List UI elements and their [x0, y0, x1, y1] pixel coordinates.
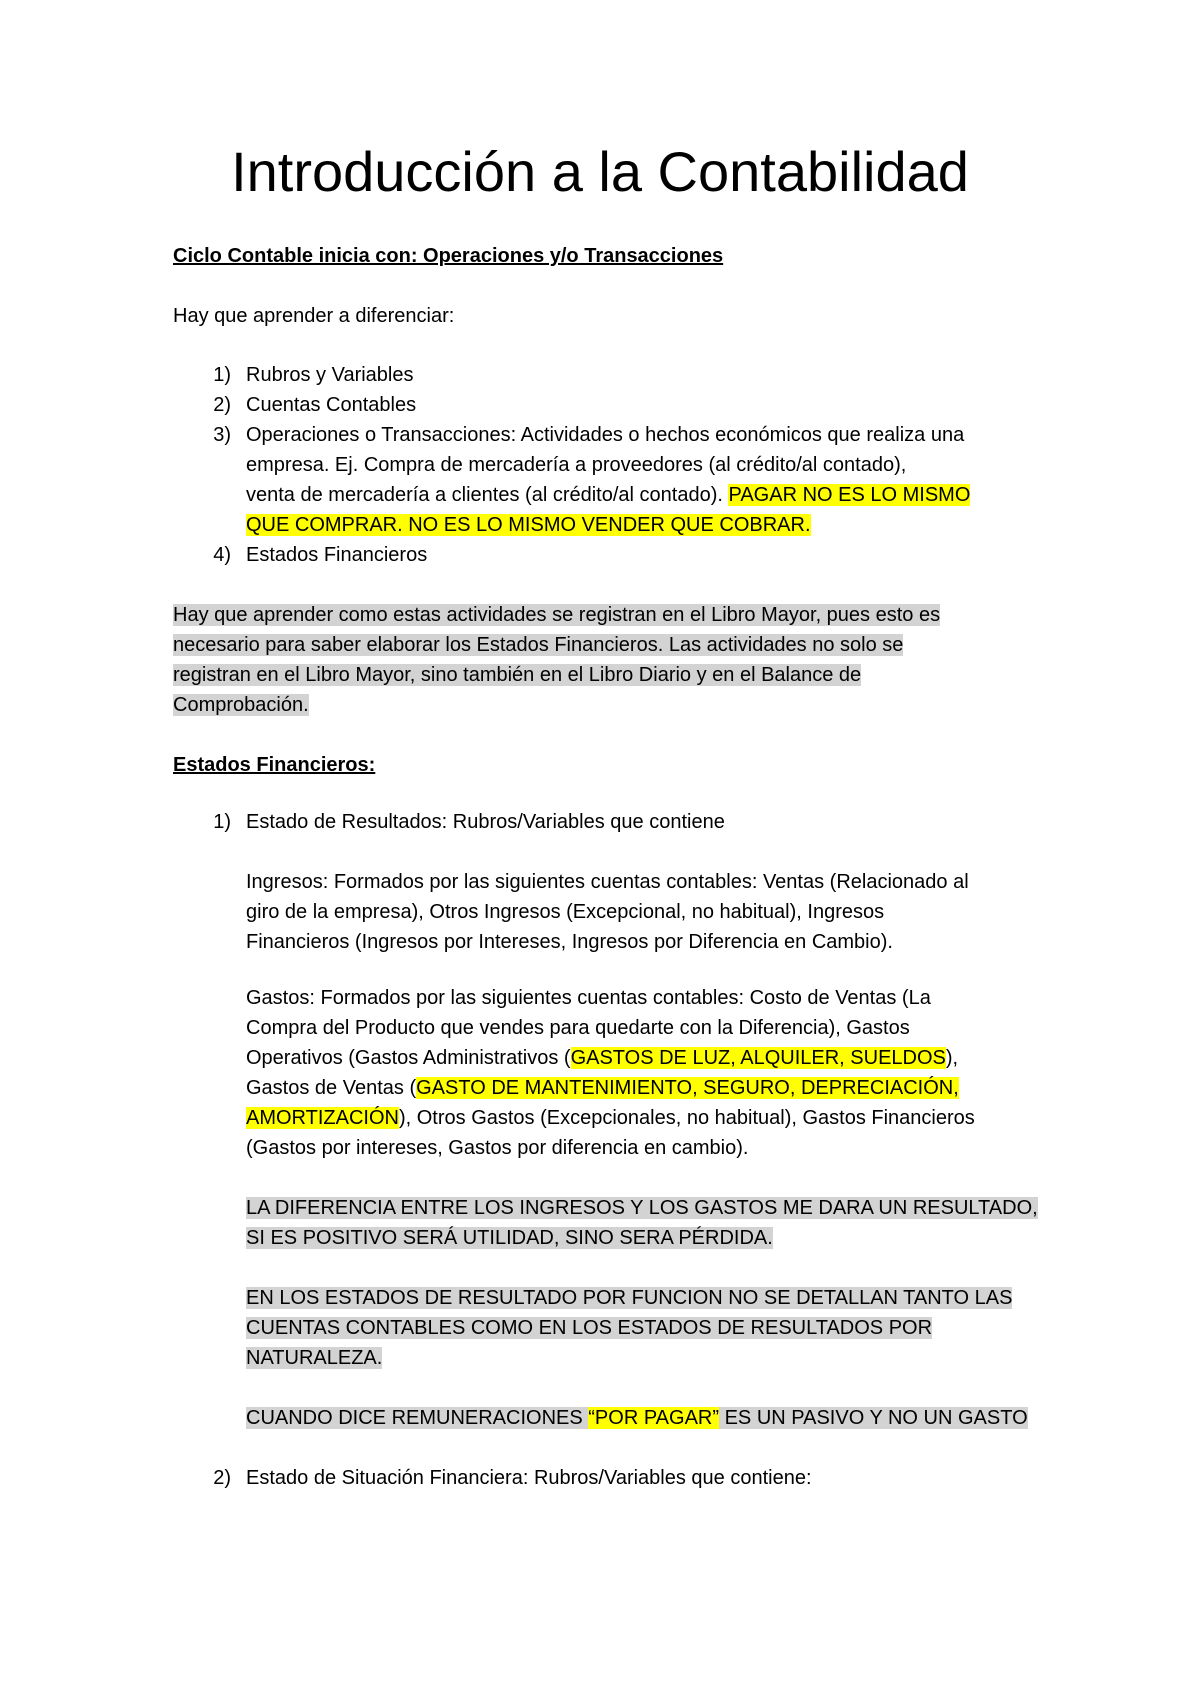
text-line [246, 480, 970, 510]
text-line [246, 1043, 975, 1073]
highlight-yellow: GASTOS DE LUZ, ALQUILER, SUELDOS [570, 1047, 946, 1069]
cycle-heading: Ciclo Contable inicia con: Operaciones y/o Transacciones [173, 245, 724, 267]
note-funcion [246, 1283, 1012, 1373]
list-number: 1) [213, 811, 231, 833]
highlight-gray: EN LOS ESTADOS DE RESULTADO POR FUNCION NO SE DETALLAN TANTO LAS [246, 1287, 1013, 1309]
estados-financieros-heading: Estados Financieros: [173, 754, 376, 776]
page-title: Introducción a la Contabilidad [231, 140, 969, 203]
text-line: Compra del Producto que vendes para quedarte con la Diferencia), Gastos [246, 1017, 910, 1039]
highlight-gray: CUENTAS CONTABLES COMO EN LOS ESTADOS DE RESULTADOS POR [246, 1317, 933, 1339]
text-line [246, 1283, 1012, 1313]
text-line [173, 600, 940, 630]
text-line [246, 1343, 1012, 1373]
highlight-gray: NATURALEZA. [246, 1347, 383, 1369]
ingresos-paragraph [246, 867, 969, 957]
gray-highlight-paragraph [173, 600, 940, 720]
highlight-gray: ES UN PASIVO Y NO UN GASTO [719, 1407, 1028, 1429]
highlight-yellow: “POR PAGAR” [588, 1407, 720, 1429]
list-number: 3) [213, 424, 231, 446]
text-line [173, 690, 940, 720]
text-line [246, 1103, 975, 1133]
text-run: Operativos (Gastos Administrativos ( [246, 1047, 571, 1069]
list-item: Rubros y Variables [246, 364, 414, 386]
highlight-gray: CUANDO DICE REMUNERACIONES [246, 1407, 589, 1429]
text-run: ), Otros Gastos (Excepcionales, no habitual), Gastos Financieros [398, 1107, 975, 1129]
list-item: Estado de Situación Financiera: Rubros/Variables que contiene: [246, 1467, 812, 1489]
note-resultado [246, 1193, 1038, 1253]
highlight-yellow: PAGAR NO ES LO MISMO [728, 484, 971, 506]
learn-intro: Hay que aprender a diferenciar: [173, 305, 455, 327]
text-line: (Gastos por intereses, Gastos por diferencia en cambio). [246, 1137, 749, 1159]
highlight-gray: necesario para saber elaborar los Estados Financieros. Las actividades no solo se [173, 634, 904, 656]
list-number: 2) [213, 1467, 231, 1489]
highlight-yellow: QUE COMPRAR. NO ES LO MISMO VENDER QUE COBRAR. [246, 514, 811, 536]
highlight-yellow: AMORTIZACIÓN [246, 1107, 399, 1129]
list-item: Estado de Resultados: Rubros/Variables que contiene [246, 811, 725, 833]
list-number: 2) [213, 394, 231, 416]
text-line: Financieros (Ingresos por Intereses, Ingresos por Diferencia en Cambio). [246, 931, 893, 953]
text-line: giro de la empresa), Otros Ingresos (Excepcional, no habitual), Ingresos [246, 901, 885, 923]
text-line [246, 1193, 1038, 1223]
highlight-gray: Comprobación. [173, 694, 309, 716]
highlight-gray: Hay que aprender como estas actividades se registran en el Libro Mayor, pues esto es [173, 604, 941, 626]
note-remuneraciones [246, 1403, 1028, 1433]
list-item: Cuentas Contables [246, 394, 417, 416]
text-line [246, 1223, 1038, 1253]
text-line [173, 630, 940, 660]
text-line [246, 1313, 1012, 1343]
highlight-gray: SI ES POSITIVO SERÁ UTILIDAD, SINO SERA PÉRDIDA. [246, 1227, 773, 1249]
text-line: Ingresos: Formados por las siguientes cuentas contables: Ventas (Relacionado al [246, 871, 969, 893]
list-number: 4) [213, 544, 231, 566]
text-run: Gastos de Ventas ( [246, 1077, 417, 1099]
text-line: Gastos: Formados por las siguientes cuentas contables: Costo de Ventas (La [246, 987, 931, 1009]
text-line: empresa. Ej. Compra de mercadería a proveedores (al crédito/al contado), [246, 454, 907, 476]
text-line [246, 510, 970, 540]
text-line [246, 1073, 975, 1103]
gastos-paragraph [246, 983, 975, 1163]
list-item: Estados Financieros [246, 544, 428, 566]
text-line [173, 660, 940, 690]
text-run: ), [945, 1047, 959, 1069]
highlight-gray: registran en el Libro Mayor, sino también en el Libro Diario y en el Balance de [173, 664, 862, 686]
list-item-operations [246, 420, 970, 540]
text-run: venta de mercadería a clientes (al crédito/al contado). [246, 484, 729, 506]
highlight-yellow: GASTO DE MANTENIMIENTO, SEGURO, DEPRECIACIÓN, [416, 1077, 959, 1099]
highlight-gray: LA DIFERENCIA ENTRE LOS INGRESOS Y LOS GASTOS ME DARA UN RESULTADO, [246, 1197, 1038, 1219]
list-number: 1) [213, 364, 231, 386]
text-line: Operaciones o Transacciones: Actividades o hechos económicos que realiza una [246, 424, 965, 446]
